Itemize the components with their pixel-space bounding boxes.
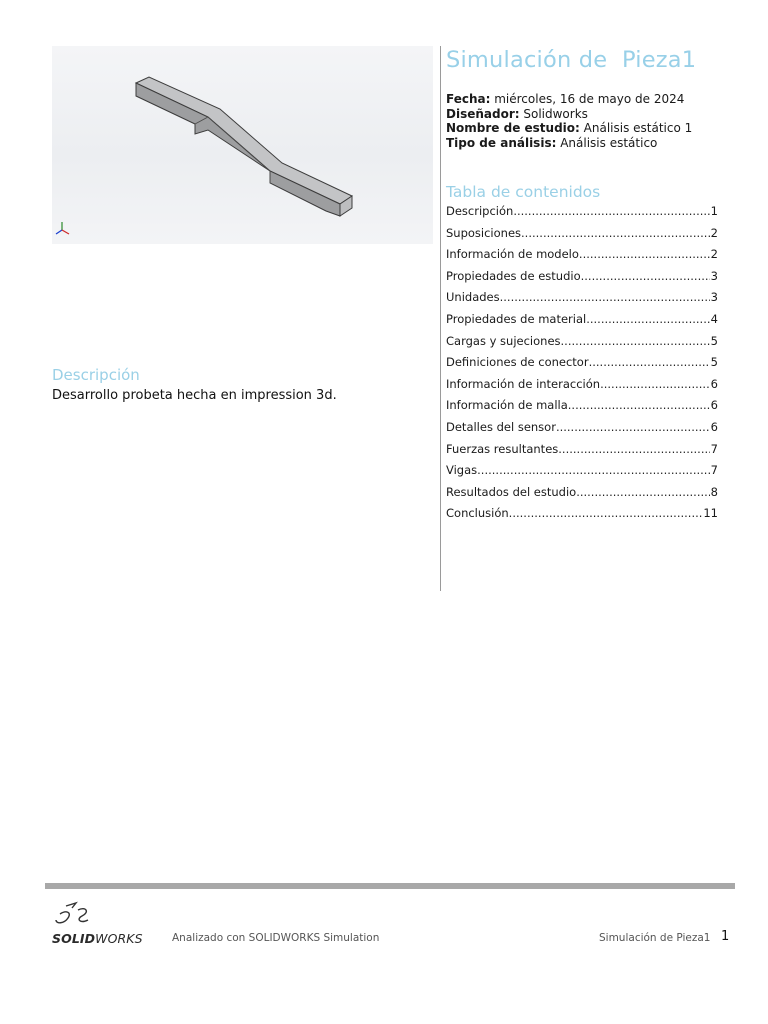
wordmark-works: WORKS xyxy=(95,931,143,946)
toc-heading: Tabla de contenidos xyxy=(446,183,601,201)
footer-document-title: Simulación de Pieza1 xyxy=(599,932,711,944)
description-heading: Descripción xyxy=(52,366,140,384)
toc-item-page: 2 xyxy=(710,247,718,262)
toc-leader xyxy=(558,441,709,457)
toc-item-page: 2 xyxy=(710,225,718,240)
toc-leader xyxy=(509,505,703,521)
toc-item[interactable] xyxy=(446,289,718,311)
wordmark-solid: SOLID xyxy=(52,931,96,946)
meta-designer-value: Solidworks xyxy=(523,106,588,121)
toc-item[interactable] xyxy=(446,419,718,441)
toc-item[interactable] xyxy=(446,268,718,290)
toc-leader xyxy=(513,203,709,219)
toc-item-page: 3 xyxy=(710,290,718,305)
meta-date-value: miércoles, 16 de mayo de 2024 xyxy=(494,92,685,106)
toc-item-page: 8 xyxy=(710,484,718,499)
toc-item-label: Información de interacción xyxy=(446,376,601,391)
toc-item[interactable] xyxy=(446,354,718,376)
footer-rule xyxy=(45,883,735,889)
toc-leader xyxy=(521,225,710,241)
toc-leader xyxy=(477,462,710,478)
toc-item-page: 3 xyxy=(710,268,718,283)
report-title: Simulación de Pieza1 xyxy=(446,47,697,73)
toc-item-label: Propiedades de material xyxy=(446,311,587,326)
toc-item-page: 6 xyxy=(710,376,718,391)
toc-item[interactable] xyxy=(446,397,718,419)
toc-leader xyxy=(589,354,710,370)
toc-item-page: 7 xyxy=(710,441,718,456)
toc-item-label: Suposiciones xyxy=(446,225,522,240)
toc-item-page: 11 xyxy=(703,506,718,521)
toc-item-page: 5 xyxy=(710,355,718,370)
toc-item[interactable] xyxy=(446,225,718,247)
toc-item[interactable] xyxy=(446,203,718,225)
meta-date-label: Fecha: xyxy=(446,92,491,106)
meta-study-name-label: Nombre de estudio: xyxy=(446,121,580,136)
column-divider xyxy=(440,46,441,591)
toc-item-page: 5 xyxy=(710,333,718,348)
page-number: 1 xyxy=(721,929,730,944)
toc-leader xyxy=(568,397,710,413)
table-of-contents xyxy=(446,203,718,527)
toc-item-label: Información de modelo xyxy=(446,247,579,262)
toc-item-label: Unidades xyxy=(446,290,500,305)
toc-item-page: 6 xyxy=(710,419,718,434)
meta-designer xyxy=(446,107,692,122)
toc-leader xyxy=(556,419,710,435)
meta-designer-label: Diseñador: xyxy=(446,106,520,121)
meta-analysis-type-value: Análisis estático xyxy=(560,135,658,150)
toc-leader xyxy=(500,289,710,305)
report-metadata xyxy=(446,92,692,150)
toc-leader xyxy=(600,376,710,392)
model-preview-image xyxy=(52,46,433,244)
meta-study-name xyxy=(446,121,692,136)
toc-item[interactable] xyxy=(446,441,718,463)
toc-item[interactable] xyxy=(446,462,718,484)
description-text: Desarrollo probeta hecha en impression 3d. xyxy=(52,388,337,403)
toc-item[interactable] xyxy=(446,505,718,527)
toc-item-label: Información de malla xyxy=(446,398,568,413)
solidworks-wordmark xyxy=(52,931,143,946)
toc-item[interactable] xyxy=(446,246,718,268)
toc-item-label: Definiciones de conector xyxy=(446,355,589,370)
toc-item-label: Resultados del estudio xyxy=(446,484,577,499)
toc-leader xyxy=(561,333,710,349)
meta-study-name-value: Análisis estático 1 xyxy=(583,121,693,136)
meta-analysis-type xyxy=(446,136,692,151)
toc-leader xyxy=(576,484,709,500)
toc-item-label: Fuerzas resultantes xyxy=(446,441,559,456)
toc-leader xyxy=(579,246,710,262)
toc-leader xyxy=(586,311,709,327)
toc-item-label: Cargas y sujeciones xyxy=(446,333,561,348)
meta-analysis-type-label: Tipo de análisis: xyxy=(446,135,557,150)
meta-date xyxy=(446,92,692,107)
tensile-specimen-illustration xyxy=(52,46,433,244)
toc-item[interactable] xyxy=(446,484,718,506)
toc-item-label: Descripción xyxy=(446,204,514,218)
toc-leader xyxy=(581,268,710,284)
toc-item-label: Conclusión xyxy=(446,506,509,521)
toc-item[interactable] xyxy=(446,376,718,398)
toc-item[interactable] xyxy=(446,311,718,333)
axis-triad-icon xyxy=(56,222,69,234)
toc-item-label: Vigas xyxy=(446,463,478,478)
toc-item[interactable] xyxy=(446,333,718,355)
toc-item-label: Detalles del sensor xyxy=(446,419,556,434)
analyzed-with-text: Analizado con SOLIDWORKS Simulation xyxy=(172,932,380,944)
toc-item-page: 7 xyxy=(710,463,718,478)
toc-item-page: 6 xyxy=(710,398,718,413)
toc-item-page: 1 xyxy=(710,204,718,218)
toc-item-label: Propiedades de estudio xyxy=(446,268,581,283)
toc-item-page: 4 xyxy=(710,311,718,326)
